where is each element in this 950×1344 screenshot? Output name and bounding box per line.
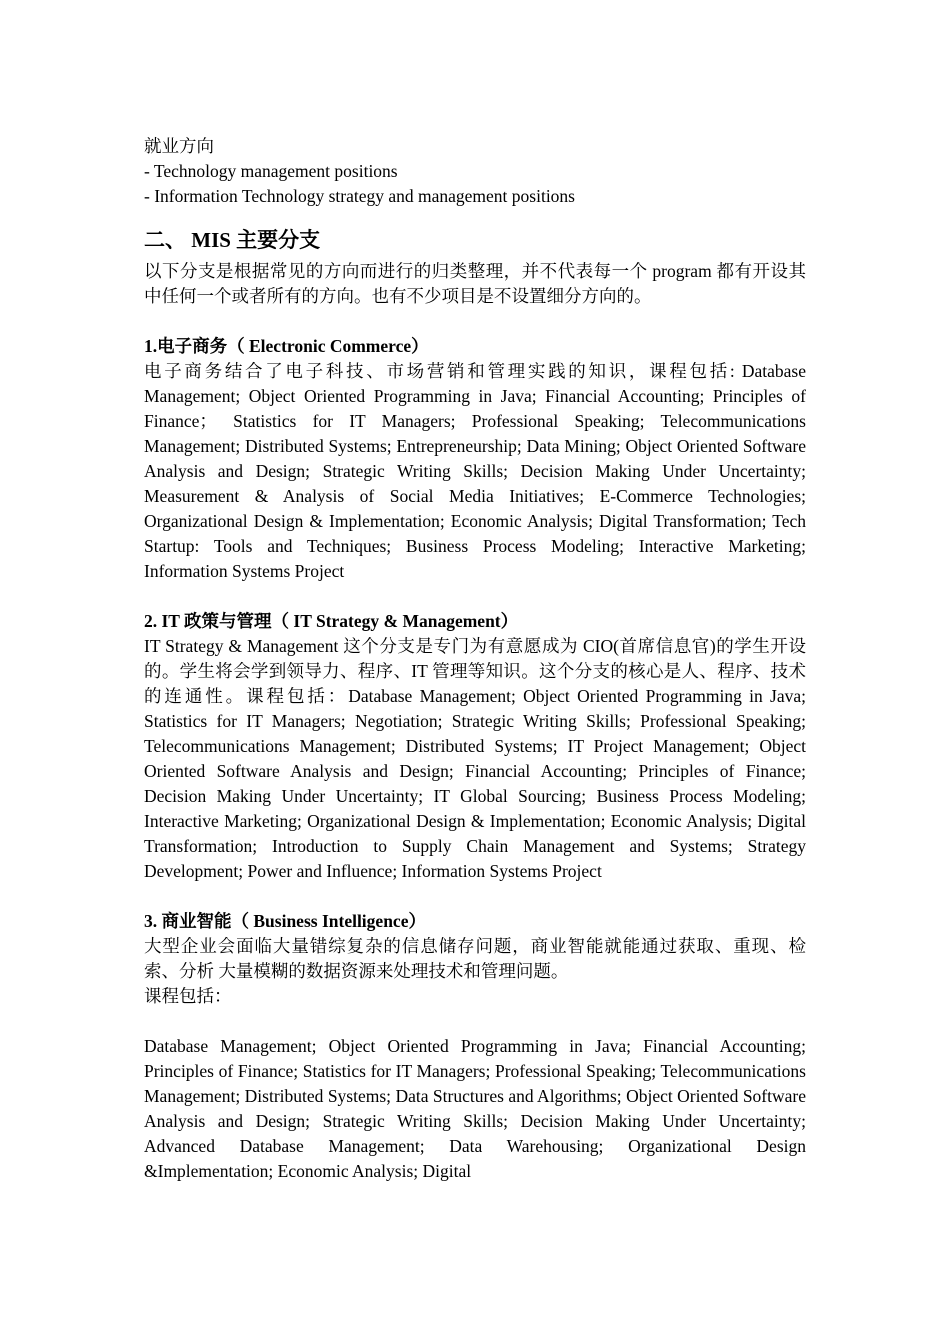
branch-heading-business-intelligence: 3. 商业智能（ Business Intelligence） — [144, 911, 426, 931]
career-heading: 就业方向 — [144, 136, 214, 156]
section-heading-mis-branches: 二、 MIS 主要分支 — [144, 228, 321, 252]
branch-body-ecommerce: 电子商务结合了电子科技、市场营销和管理实践的知识，课程包括: Database Management; Object Oriented Programming in Java; Financial Accounting; Principles of Finance； Statistics for IT Managers; Professional Speaking; Telecommunications Management; Distributed Systems; Entrepreneurship; Data Mining; Object Oriented Software Analysis and Design; Strategic Writing Skills; Decision Making Under Uncertainty; Measurement & Analysis of Social Media Initiatives; E-Commerce Technologies; Organizational Design & Implementation; Economic Analysis; Digital Transformation; Tech Startup: Tools and Techniques; Business Process Modeling; Interactive Marketing; Information Systems Project — [144, 361, 806, 581]
branch-body-business-intelligence: 大型企业会面临大量错综复杂的信息储存问题，商业智能就能通过获取、重现、检索、分析 大量模糊的数据资源来处理技术和管理问题。 — [144, 936, 806, 981]
career-item: - Information Technology strategy and management positions — [144, 186, 575, 206]
courses-label: 课程包括： — [144, 986, 232, 1006]
section-intro-paragraph: 以下分支是根据常见的方向而进行的归类整理，并不代表每一个 program 都有开设其中任何一个或者所有的方向。也有不少项目是不设置细分方向的。 — [144, 261, 806, 306]
branch-heading-ecommerce: 1.电子商务（ Electronic Commerce） — [144, 336, 429, 356]
career-item: - Technology management positions — [144, 161, 398, 181]
courses-list-business-intelligence: Database Management; Object Oriented Programming in Java; Financial Accounting; Principles of Finance; Statistics for IT Managers; Professional Speaking; Telecommunications Management; Distributed Systems; Data Structures and Algorithms; Object Oriented Software Analysis and Design; Strategic Writing Skills; Decision Making Under Uncertainty; Advanced Database Management; Data Warehousing; Organizational Design &Implementation; Economic Analysis; Digital — [144, 1036, 806, 1181]
branch-body-it-strategy: IT Strategy & Management 这个分支是专门为有意愿成为 CIO(首席信息官)的学生开设的。学生将会学到领导力、程序、IT 管理等知识。这个分支的核心是人、程序、技术的连通性。课程包括：Database Management; Object Oriented Programming in Java; Statistics for IT Managers; Negotiation; Strategic Writing Skills; Professional Speaking; Telecommunications Management; Distributed Systems; IT Project Management; Object Oriented Software Analysis and Design; Financial Accounting; Principles of Finance; Decision Making Under Uncertainty; IT Global Sourcing; Business Process Modeling; Interactive Marketing; Organizational Design & Implementation; Economic Analysis; Digital Transformation; Introduction to Supply Chain Management and Systems; Strategy Development; Power and Influence; Information Systems Project — [144, 636, 806, 881]
document-page — [144, 134, 806, 1184]
branch-heading-it-strategy: 2. IT 政策与管理（ IT Strategy & Management） — [144, 611, 519, 631]
